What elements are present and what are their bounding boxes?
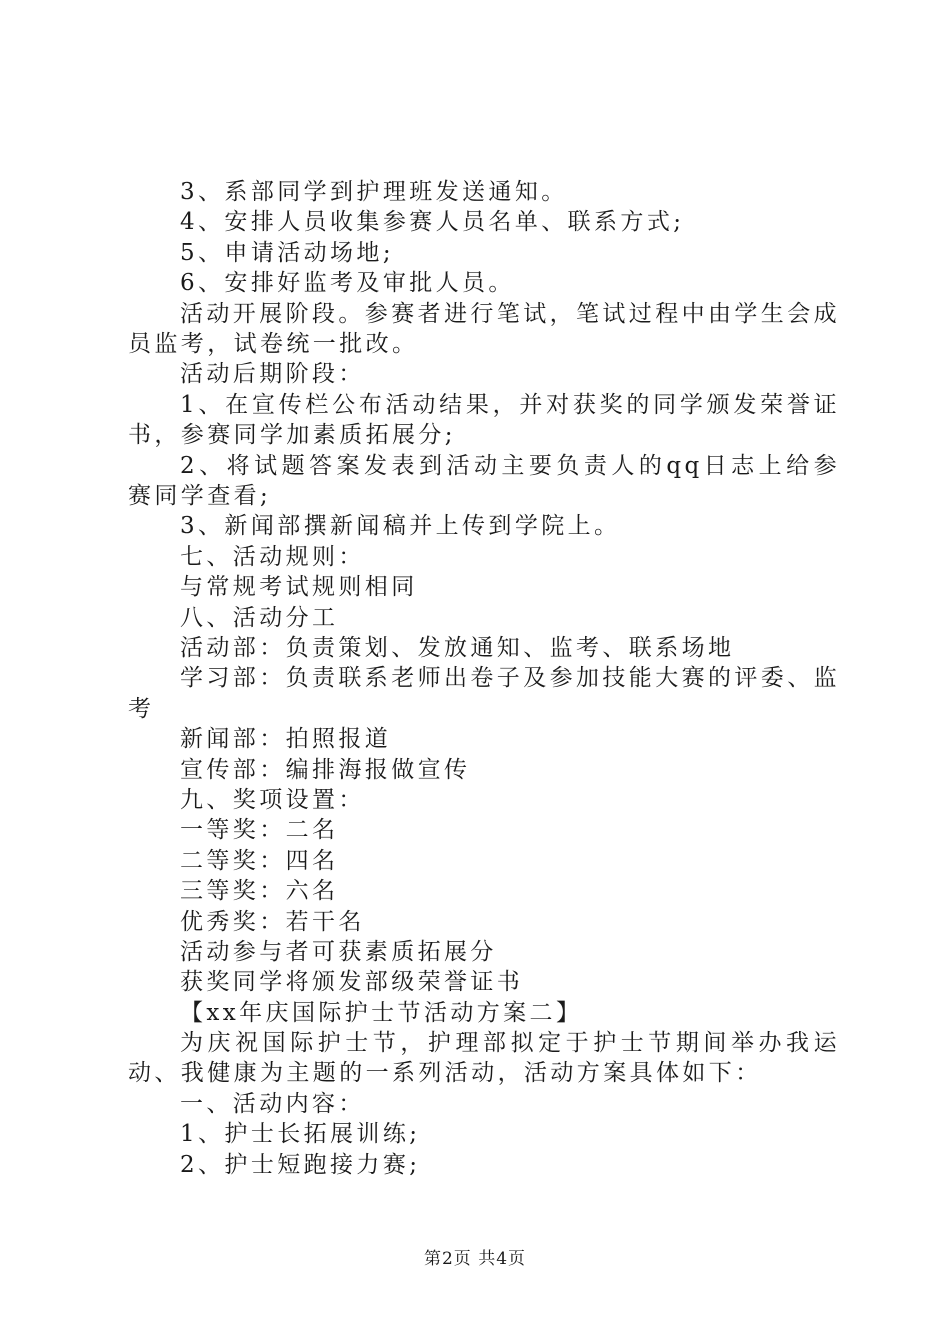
list-item: 2、护士短跑接力赛;	[180, 1151, 421, 1178]
list-item: 新闻部：拍照报道	[180, 726, 392, 753]
paragraph-intro: 为庆祝国际护士节，护理部拟定于护士节期间举办我运动、我健康为主题的一系列活动，活动方案具体如下：	[128, 1030, 840, 1087]
paragraph-answers: 2、将试题答案发表到活动主要负责人的qq日志上给参赛同学查看;	[128, 452, 840, 509]
list-item: 活动参与者可获素质拓展分	[180, 938, 497, 965]
section-heading: 九、奖项设置：	[180, 786, 365, 813]
list-item: 宣传部：编排海报做宣传	[180, 756, 471, 783]
list-item: 6、安排好监考及审批人员。	[180, 270, 515, 297]
list-item: 与常规考试规则相同	[180, 574, 418, 601]
list-item: 一等奖：二名	[180, 817, 339, 844]
section-heading: 八、活动分工	[180, 604, 339, 631]
list-item: 优秀奖：若干名	[180, 908, 365, 935]
paragraph-study-dept: 学习部：负责联系老师出卷子及参加技能大赛的评委、监考	[128, 665, 840, 722]
page-footer: 第2页 共4页	[423, 1249, 527, 1269]
heading-late-stage: 活动后期阶段：	[180, 361, 365, 388]
list-item: 三等奖：六名	[180, 878, 339, 905]
list-item: 二等奖：四名	[180, 847, 339, 874]
section-heading: 一、活动内容：	[180, 1090, 365, 1117]
plan-title: 【xx年庆国际护士节活动方案二】	[180, 999, 583, 1026]
list-item: 活动部：负责策划、发放通知、监考、联系场地	[180, 634, 735, 661]
list-item: 3、新闻部撰新闻稿并上传到学院上。	[180, 513, 621, 540]
list-item: 4、安排人员收集参赛人员名单、联系方式;	[180, 209, 685, 236]
list-item: 3、系部同学到护理班发送通知。	[180, 179, 568, 205]
paragraph-results: 1、在宣传栏公布活动结果，并对获奖的同学颁发荣誉证书，参赛同学加素质拓展分;	[128, 391, 840, 449]
list-item: 1、护士长拓展训练;	[180, 1121, 421, 1148]
list-item: 5、申请活动场地;	[180, 239, 394, 266]
list-item: 获奖同学将颁发部级荣誉证书	[180, 969, 524, 996]
section-heading: 七、活动规则：	[180, 543, 365, 570]
paragraph-activity-stage: 活动开展阶段。参赛者进行笔试，笔试过程中由学生会成员监考，试卷统一批改。	[128, 300, 840, 357]
document-body	[128, 177, 840, 1180]
